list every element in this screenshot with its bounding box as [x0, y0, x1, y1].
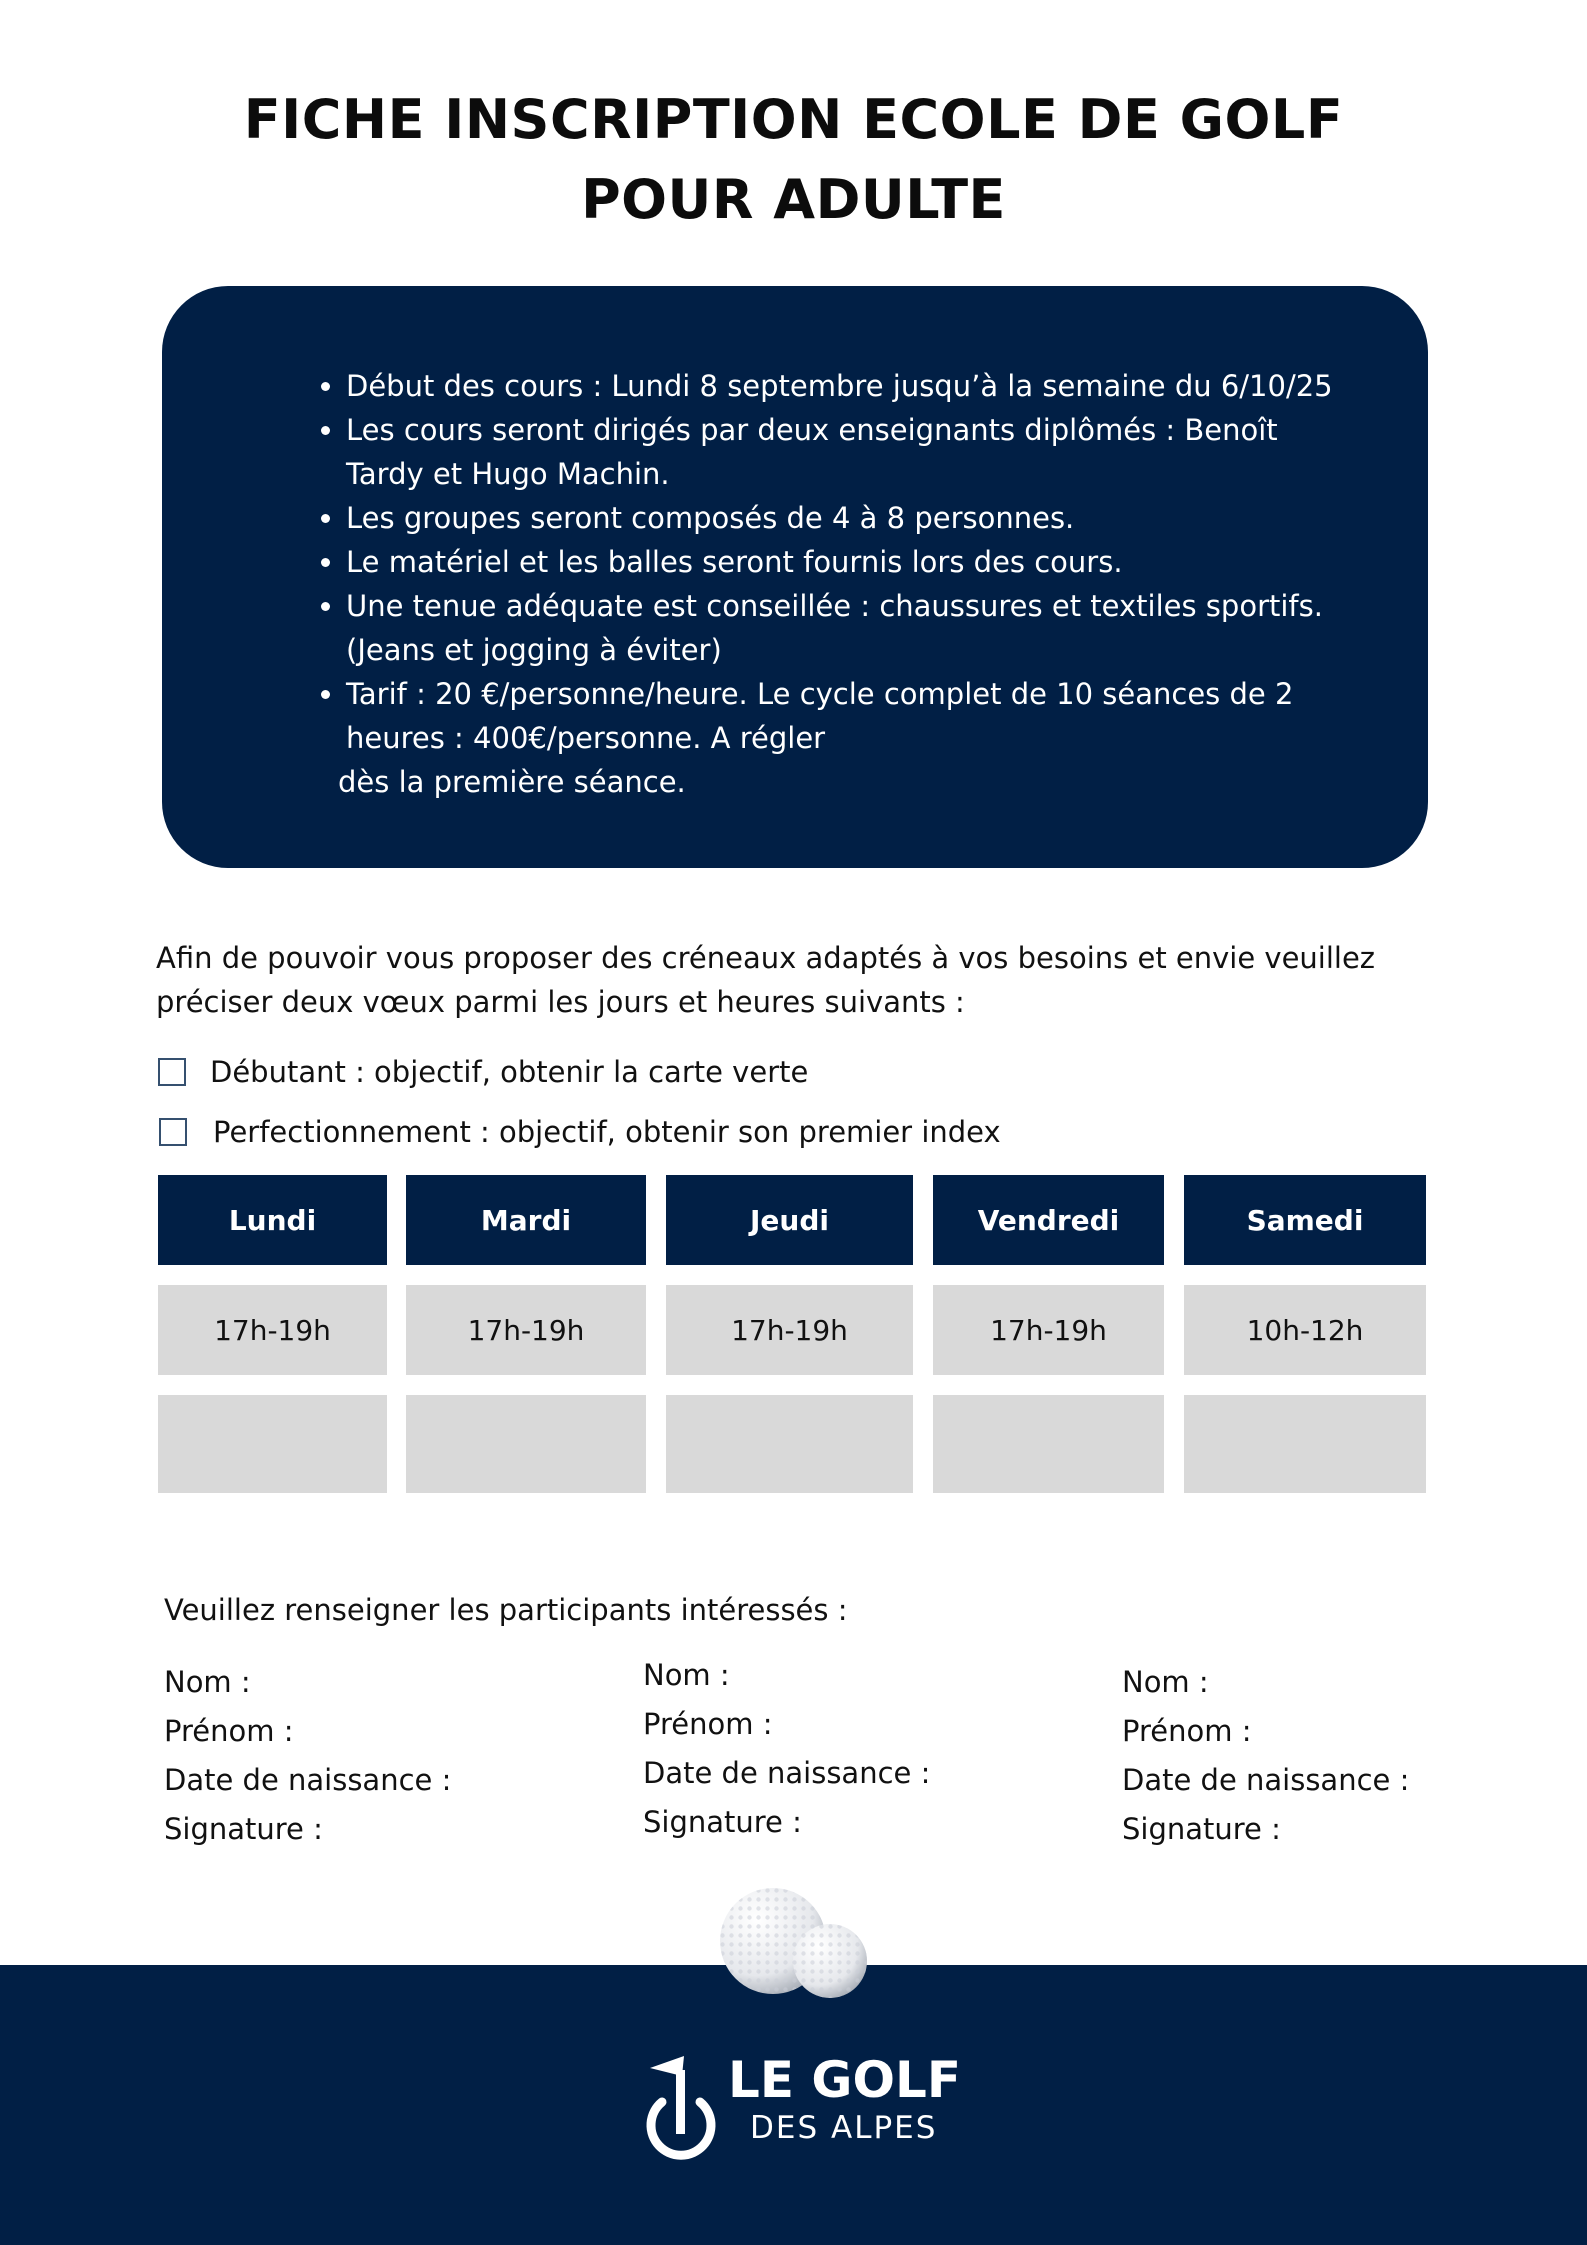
- info-panel: [162, 286, 1428, 868]
- day-header: Jeudi: [666, 1175, 913, 1265]
- golf-balls-icon: [718, 1886, 868, 2001]
- price-text: Tarif : 20 €/personne/heure. Le cycle complet de 10 séances de 2 heures : 400€/personne. A régler: [346, 677, 1294, 755]
- schedule-column-lundi: [158, 1175, 387, 1493]
- field-prenom[interactable]: Prénom :: [1122, 1714, 1252, 1748]
- schedule-column-jeudi: [666, 1175, 913, 1493]
- choice-cell[interactable]: [1184, 1395, 1426, 1493]
- title-line-1: FICHE INSCRIPTION ECOLE DE GOLF: [243, 88, 1344, 151]
- schedule-grid: [158, 1175, 1426, 1495]
- day-header: Vendredi: [933, 1175, 1164, 1265]
- field-nom[interactable]: Nom :: [1122, 1665, 1209, 1699]
- time-slot[interactable]: 10h-12h: [1184, 1285, 1426, 1375]
- participants-heading: Veuillez renseigner les participants intéressés :: [164, 1593, 848, 1627]
- field-nom[interactable]: Nom :: [164, 1665, 251, 1699]
- time-slot[interactable]: 17h-19h: [933, 1285, 1164, 1375]
- participant-block-3: [1122, 1658, 1409, 1854]
- level-option-beginner[interactable]: [158, 1052, 808, 1092]
- golf-club-logo-icon: [636, 2050, 722, 2160]
- info-list: [316, 364, 1356, 804]
- field-date-naissance[interactable]: Date de naissance :: [1122, 1763, 1410, 1797]
- participant-block-1: [164, 1658, 451, 1854]
- choice-cell[interactable]: [406, 1395, 646, 1493]
- schedule-column-samedi: [1184, 1175, 1426, 1493]
- brand-name: LE GOLF: [728, 2051, 961, 2109]
- field-signature[interactable]: Signature :: [164, 1812, 323, 1846]
- info-item-group-size: • Les groupes seront composés de 4 à 8 personnes.: [346, 496, 1356, 540]
- info-item-equipment: • Le matériel et les balles seront fournis lors des cours.: [346, 540, 1356, 584]
- info-item-dress-code: • Une tenue adéquate est conseillée : chaussures et textiles sportifs. (Jeans et jogging à éviter): [346, 584, 1356, 672]
- choice-cell[interactable]: [933, 1395, 1164, 1493]
- choice-cell[interactable]: [666, 1395, 913, 1493]
- level-label-advanced: Perfectionnement : objectif, obtenir son premier index: [213, 1115, 1001, 1149]
- schedule-column-mardi: [406, 1175, 646, 1493]
- field-date-naissance[interactable]: Date de naissance :: [643, 1756, 931, 1790]
- field-date-naissance[interactable]: Date de naissance :: [164, 1763, 452, 1797]
- field-signature[interactable]: Signature :: [1122, 1812, 1281, 1846]
- brand-logo: [636, 2050, 966, 2160]
- checkbox-advanced[interactable]: [159, 1118, 187, 1146]
- time-slot[interactable]: 17h-19h: [158, 1285, 387, 1375]
- participant-block-2: [643, 1651, 930, 1847]
- level-label-beginner: Débutant : objectif, obtenir la carte verte: [210, 1055, 809, 1089]
- info-item-teachers: • Les cours seront dirigés par deux enseignants diplômés : Benoît Tardy et Hugo Machin.: [346, 408, 1356, 496]
- time-slot[interactable]: 17h-19h: [666, 1285, 913, 1375]
- field-signature[interactable]: Signature :: [643, 1805, 802, 1839]
- field-prenom[interactable]: Prénom :: [164, 1714, 294, 1748]
- day-header: Lundi: [158, 1175, 387, 1265]
- info-item-start-date: • Début des cours : Lundi 8 septembre jusqu’à la semaine du 6/10/25: [346, 364, 1356, 408]
- time-slot[interactable]: 17h-19h: [406, 1285, 646, 1375]
- page-title: [0, 80, 1587, 240]
- level-option-advanced[interactable]: [159, 1112, 1001, 1152]
- checkbox-beginner[interactable]: [158, 1058, 186, 1086]
- brand-subtitle: DES ALPES: [750, 2110, 938, 2146]
- day-header: Samedi: [1184, 1175, 1426, 1265]
- info-item-price: [338, 672, 1356, 804]
- intro-text: Afin de pouvoir vous proposer des créneaux adaptés à vos besoins et envie veuillez préciser deux vœux parmi les jours et heures suivants :: [156, 941, 1376, 1019]
- field-nom[interactable]: Nom :: [643, 1658, 730, 1692]
- schedule-column-vendredi: [933, 1175, 1164, 1493]
- choice-cell[interactable]: [158, 1395, 387, 1493]
- price-text-tail: dès la première séance.: [338, 765, 686, 799]
- title-line-2: POUR ADULTE: [581, 168, 1006, 231]
- field-prenom[interactable]: Prénom :: [643, 1707, 773, 1741]
- day-header: Mardi: [406, 1175, 646, 1265]
